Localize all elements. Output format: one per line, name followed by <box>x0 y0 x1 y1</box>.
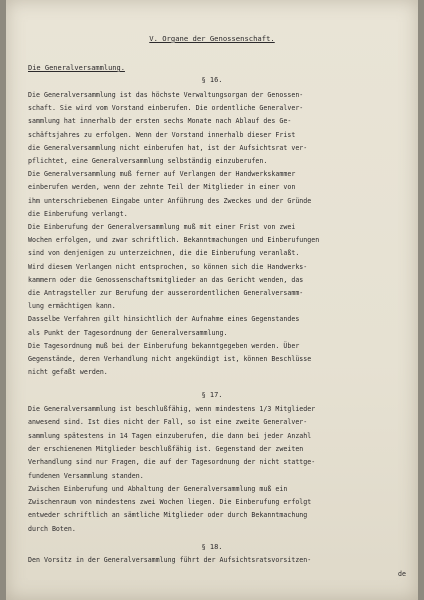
text-line: die Antragsteller zur Berufung der ausserordentlichen Generalversamm- <box>28 289 304 297</box>
paragraph-number: § 16. <box>201 76 223 84</box>
text-line: die Generalversammlung nicht einberufen hat, ist der Aufsichtsrat ver- <box>28 143 308 152</box>
paragraph-number: § 17. <box>201 391 223 399</box>
text-line: kammern oder die Genossenschaftsmitglieder an das Gericht wenden, das <box>28 275 304 284</box>
text-line: anwesend sind. Ist dies nicht der Fall, so ist eine zweite Generalver- <box>28 418 308 427</box>
text-line: schäftsjahres zu erfolgen. Wenn der Vorstand innerhalb dieser Frist <box>28 130 296 139</box>
text-line: Gegenstände, deren Verhandlung nicht angekündigt ist, können Beschlüsse <box>28 355 312 363</box>
text-line: lung ermächtigen kann. <box>28 302 116 311</box>
text-line: Die Generalversammlung ist beschlußfähig, wenn mindestens 1/3 Mitglieder <box>28 405 316 413</box>
text-line: entweder schriftlich an sämtliche Mitglieder oder durch Bekanntmachung <box>28 511 308 520</box>
text-line: Die Generalversammlung ist das höchste Verwaltungsorgan der Genossen- <box>28 91 304 99</box>
text-line: fundenen Versammlung standen. <box>28 471 144 480</box>
text-line: sammlung spätestens in 14 Tagen einzuberufen, die dann bei jeder Anzahl <box>28 431 312 440</box>
text-line: Dasselbe Verfahren gilt hinsichtlich der Aufnahme eines Gegenstandes <box>28 315 300 324</box>
text-line: Wochen erfolgen, und zwar schriftlich. Bekanntmachungen und Einberufungen <box>28 236 320 245</box>
text-line: sammlung hat innerhalb der ersten sechs Monate nach Ablauf des Ge- <box>28 117 292 126</box>
text-line: schaft. Sie wird vom Vorstand einberufen. Die ordentliche Generalver- <box>28 104 304 113</box>
text-line: als Punkt der Tagesordnung der Generalversammlung. <box>28 328 228 337</box>
text-line: Verhandlung sind nur Fragen, die auf der Tagesordnung der nicht stattge- <box>28 458 316 467</box>
text-line: die Einberufung verlangt. <box>28 209 128 218</box>
text-line: Zwischen Einberufung und Abhaltung der Generalversammlung muß ein <box>28 484 288 493</box>
text-line: Zwischenraum von mindestens zwei Wochen liegen. Die Einberufung erfolgt <box>28 498 312 507</box>
text-line: pflichtet, eine Generalversammlung selbständig einzuberufen. <box>28 157 268 165</box>
text-line: Die Generalversammlung muß ferner auf Verlangen der Handwerkskammer <box>28 170 296 179</box>
text-line: ihm unterschriebenen Eingabe unter Anführung des Zweckes und der Gründe <box>28 196 312 205</box>
text-line: Wird diesem Verlangen nicht entsprochen, so können sich die Handwerks- <box>28 262 308 271</box>
text-line: de <box>398 570 406 578</box>
document-page <box>6 0 418 600</box>
section-heading: Die Generalversammlung. <box>28 64 125 72</box>
paragraph-number: § 18. <box>201 543 223 551</box>
text-line: sind von denjenigen zu unterzeichnen, die die Einberufung veranlaßt. <box>28 249 300 258</box>
text-line: der erschienenen Mitglieder beschlußfähig ist. Gegenstand der zweiten <box>28 444 304 453</box>
text-line: einberufen werden, wenn der zehnte Teil der Mitglieder in einer von <box>28 183 296 192</box>
text-line: Die Einberufung der Generalversammlung muß mit einer Frist von zwei <box>28 223 296 231</box>
text-line: durch Boten. <box>28 524 76 533</box>
text-line: Den Vorsitz in der Generalversammlung führt der Aufsichtsratsvorsitzen- <box>28 556 312 564</box>
chapter-title: V. Organe der Genossenschaft. <box>149 34 275 43</box>
text-line: Die Tagesordnung muß bei der Einberufung bekanntgegeben werden. Über <box>28 341 300 350</box>
text-line: nicht gefaßt werden. <box>28 368 108 377</box>
